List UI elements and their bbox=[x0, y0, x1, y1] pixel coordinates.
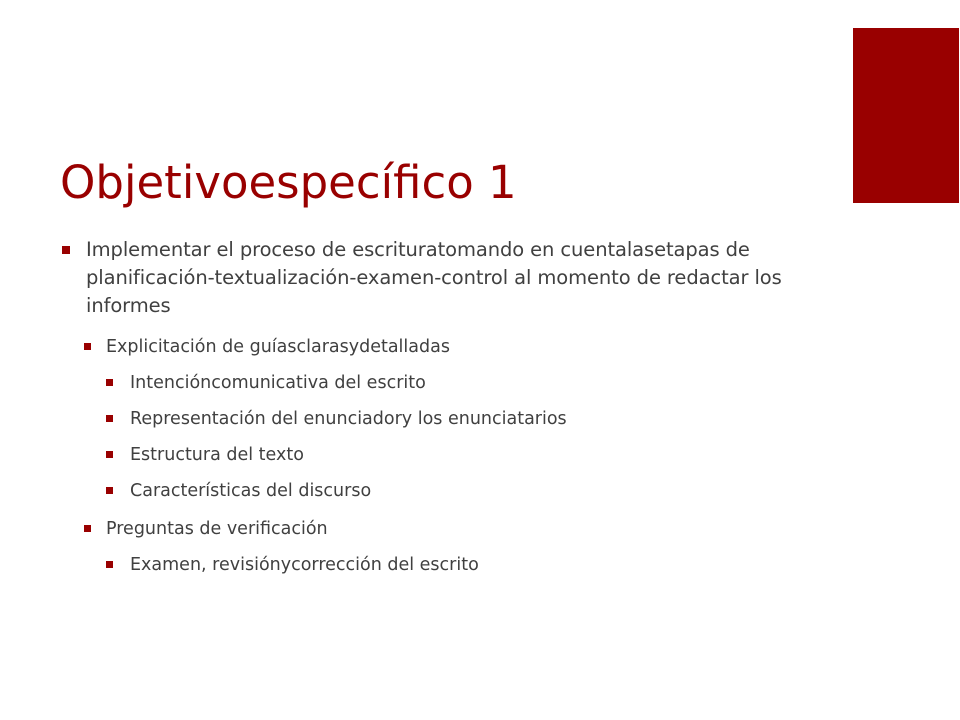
slide-title: Objetivoespecífico 1 bbox=[60, 156, 517, 209]
bullet-guide-item-text: Estructura del texto bbox=[130, 445, 304, 465]
bullet-verification-item-text: Examen, revisiónycorrección del escrito bbox=[130, 555, 479, 575]
square-bullet-icon bbox=[84, 525, 91, 532]
bullet-sub-guides bbox=[84, 334, 802, 360]
bullet-verification-item bbox=[106, 552, 802, 578]
bullet-guide-item bbox=[106, 370, 802, 396]
bullet-guide-item bbox=[106, 478, 802, 504]
bullet-sub-verification bbox=[84, 516, 802, 542]
bullet-sub-verification-text: Preguntas de verificación bbox=[106, 519, 328, 539]
square-bullet-icon bbox=[106, 487, 113, 494]
square-bullet-icon bbox=[106, 415, 113, 422]
bullet-guide-item-text: Representación del enunciadory los enunciatarios bbox=[130, 409, 567, 429]
bullet-guide-item bbox=[106, 406, 802, 432]
bullet-main-text: Implementar el proceso de escrituratomando en cuentalasetapas de planificación-textualización-examen-control al momento de redactar los informes bbox=[86, 238, 782, 317]
bullet-guide-item bbox=[106, 442, 802, 468]
bullet-sub-guides-text: Explicitación de guíasclarasydetalladas bbox=[106, 337, 450, 357]
slide-content bbox=[62, 236, 802, 578]
accent-block bbox=[853, 28, 959, 203]
square-bullet-icon bbox=[106, 379, 113, 386]
square-bullet-icon bbox=[62, 246, 70, 254]
bullet-guide-item-text: Intencióncomunicativa del escrito bbox=[130, 373, 426, 393]
square-bullet-icon bbox=[106, 451, 113, 458]
bullet-main bbox=[62, 236, 802, 320]
square-bullet-icon bbox=[106, 561, 113, 568]
square-bullet-icon bbox=[84, 343, 91, 350]
bullet-guide-item-text: Características del discurso bbox=[130, 481, 372, 501]
